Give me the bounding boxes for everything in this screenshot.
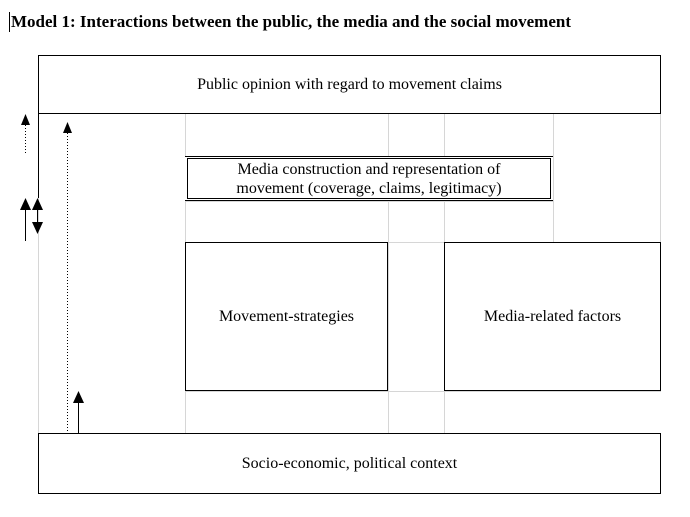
- diagram-title: Model 1: Interactions between the public, the media and the social movement: [11, 12, 572, 31]
- left-dotted-arrow: [21, 114, 30, 155]
- up-arrow-left: [20, 198, 31, 241]
- movement-strategies-label: Movement-strategies: [218, 308, 355, 325]
- bidirectional-arrow: [32, 198, 43, 234]
- public-opinion-label: Public opinion with regard to movement claims: [197, 76, 502, 93]
- context-up-arrow: [73, 391, 84, 433]
- media-construction-line2: movement (coverage, claims, legitimacy): [236, 179, 502, 197]
- media-construction-line1: Media construction and representation of: [237, 160, 501, 178]
- media-factors-label: Media-related factors: [483, 308, 622, 325]
- context-label: Socio-economic, political context: [241, 455, 458, 472]
- long-dotted-arrow: [63, 122, 72, 433]
